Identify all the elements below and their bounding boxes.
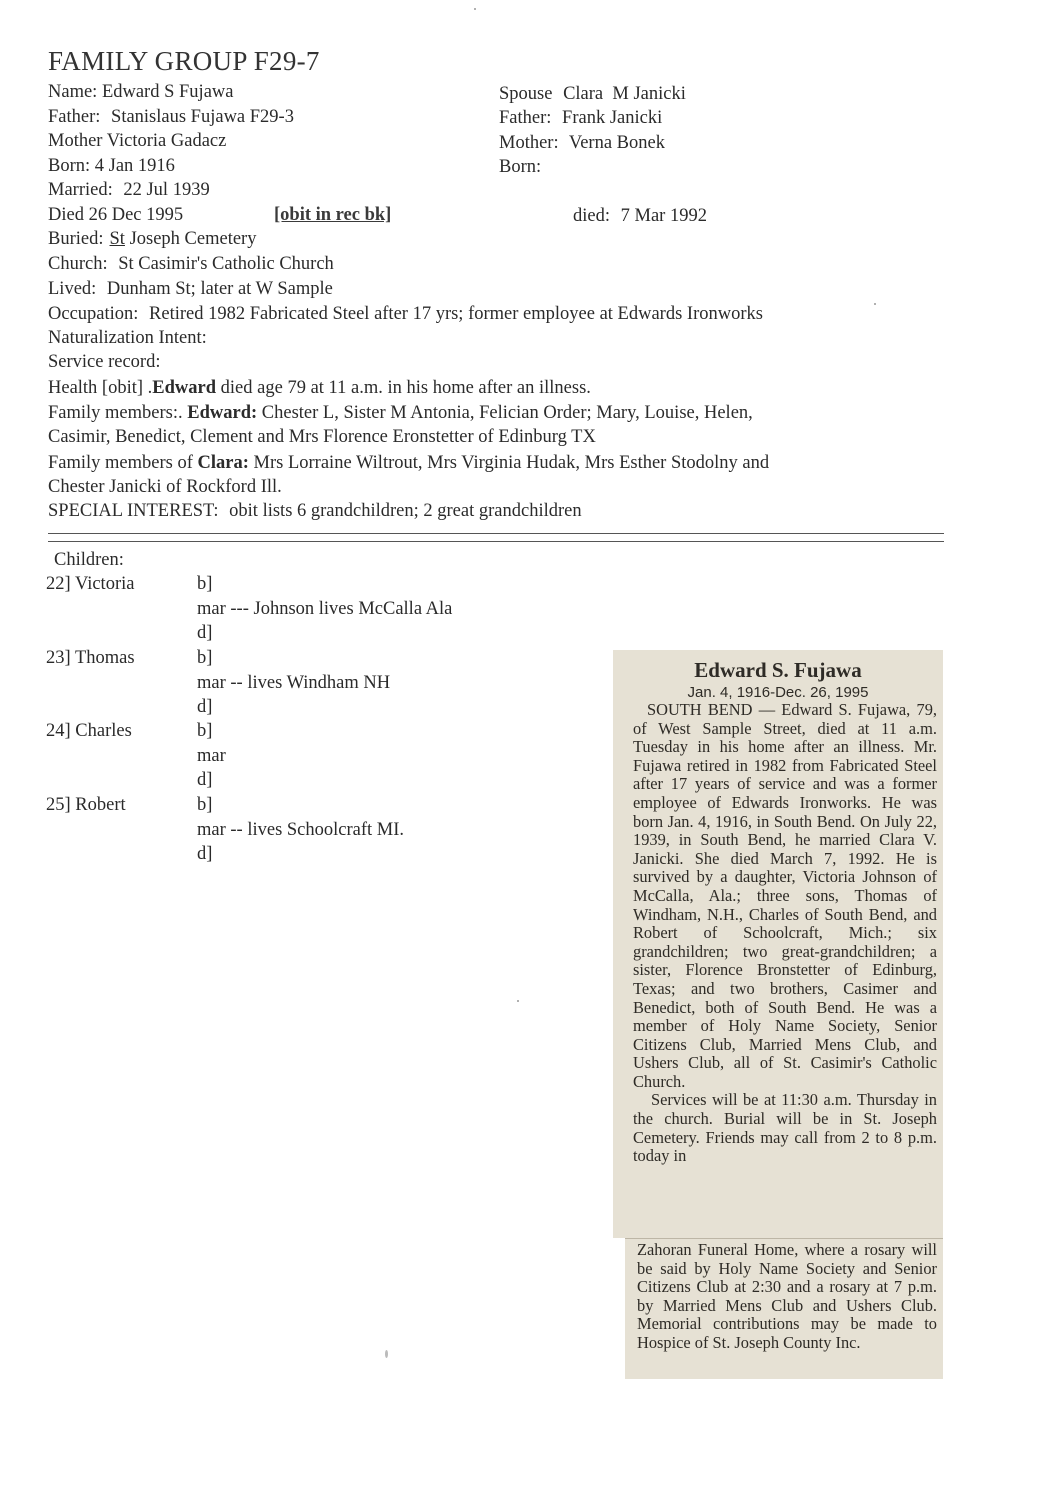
church-row [48,254,334,275]
spouse-father-label: Father: [499,108,552,128]
clara-family-label: Family members of [48,453,193,473]
born-row [48,156,175,177]
child-died: d] [197,770,213,790]
child-name: 22] Victoria [46,574,135,594]
child-died: d] [197,697,213,717]
occupation-row [48,304,763,325]
naturalization-row: Naturalization Intent: [48,328,207,348]
lived-row [48,279,333,300]
scan-speck [874,303,876,305]
spouse-died-value: 7 Mar 1992 [620,206,707,226]
special-interest-value: obit lists 6 grandchildren; 2 great grandchildren [229,501,582,521]
children-heading: Children: [54,550,124,570]
scan-speck [517,1000,519,1002]
health-value: died age 79 at 11 a.m. in his home after an illness. [220,378,591,398]
clara-family-row [48,453,769,474]
buried-value: Joseph Cemetery [129,229,257,249]
child-married: mar [197,746,226,766]
child-born: b] [197,795,213,815]
scan-speck [385,1350,388,1358]
family-row-2: Casimir, Benedict, Clement and Mrs Florence Eronstetter of Edinburg TX [48,427,596,447]
child-born: b] [197,648,213,668]
occupation-label: Occupation: [48,304,139,324]
married-label: Married: [48,180,113,200]
child-died: d] [197,844,213,864]
health-label: Health [obit] . [48,378,153,398]
spouse-born-label: Born: [499,157,542,177]
buried-row [48,229,256,250]
service-row: Service record: [48,352,161,372]
special-interest-row [48,501,582,522]
child-name: 23] Thomas [46,648,135,668]
father-label: Father: [48,107,101,127]
obituary-funeral-home: Zahoran Funeral Home, where a rosary will be said by Holy Name Society and Senior Citizens Club at 2:30 and a rosary at 7 p.m. by Married Mens Club and Ushers Club. Memorial contributions may be made to Hospice of St. Joseph County Inc. [637,1240,937,1352]
double-rule-divider [48,533,944,542]
obituary-clipping [613,650,943,1238]
page-title: FAMILY GROUP F29-7 [48,46,320,76]
mother-row [48,131,226,152]
married-value: 22 Jul 1939 [123,180,210,200]
church-label: Church: [48,254,108,274]
obit-reference-link[interactable]: [obit in rec bk] [274,205,392,225]
child-married: mar --- Johnson lives McCalla Ala [197,599,453,619]
name-value: Edward S Fujawa [101,82,234,102]
buried-label: Buried: [48,229,104,249]
married-row [48,180,210,201]
spouse-died-label: died: [573,206,610,226]
spouse-father-row [499,108,662,129]
occupation-value: Retired 1982 Fabricated Steel after 17 yrs; former employee at Edwards Ironworks [149,304,763,324]
obituary-clipping-continued [625,1238,943,1379]
mother-value: Victoria Gadacz [106,131,227,151]
family-row [48,403,753,424]
died-label: Died [48,205,84,225]
health-name: Edward [152,378,217,398]
spouse-mother-value: Verna Bonek [568,133,665,153]
child-married: mar -- lives Windham NH [197,673,391,693]
spouse-row [499,84,686,105]
child-married: mar -- lives Schoolcraft MI. [197,820,405,840]
obituary-headline: Edward S. Fujawa [694,658,862,682]
died-row [48,205,183,226]
buried-st: St [109,229,125,249]
child-name: 24] Charles [46,721,132,741]
name-label: Name: [48,82,98,102]
child-born: b] [197,721,213,741]
obituary-dates: Jan. 4, 1916-Dec. 26, 1995 [687,684,869,701]
name-row [48,82,233,103]
family-label: Family members:. [48,403,183,423]
born-value: 4 Jan 1916 [94,156,175,176]
family-name: Edward: [187,403,258,423]
child-name: 25] Robert [46,795,126,815]
father-value: Stanislaus Fujawa F29-3 [111,107,294,127]
spouse-died-row [573,206,707,227]
spouse-value: Clara M Janicki [563,84,686,104]
died-value: 26 Dec 1995 [88,205,184,225]
spouse-father-value: Frank Janicki [562,108,663,128]
child-died: d] [197,623,213,643]
obituary-body: SOUTH BEND — Edward S. Fujawa, 79, of West Sample Street, died at 11 a.m. Tuesday in his home after an illness. Mr. Fujawa retired in 1982 from Fabricated Steel after 17 years of service and was a former employee of Edwards Ironworks. He was born Jan. 4, 1916, in South Bend. On July 22, 1939, in South Bend, he married Clara V. Janicki. She died March 7, 1992. He is survived by a daughter, Victoria Johnson of McCalla, Ala.; three sons, Thomas of Windham, N.H., Charles of South Bend, and Robert of Schoolcraft, Mich.; six grandchildren; two great-grandchildren; a sister, Florence Bronstetter of Edinburg, Texas; and two brothers, Casimer and Benedict, both of South Bend. He was a member of Holy Name Society, Senior Citizens Club, Married Mens Club, and Ushers Club, all of St. Casimir's Catholic Church. [633,700,937,1091]
health-row [48,378,591,399]
born-label: Born: [48,156,91,176]
mother-label: Mother [48,131,103,151]
lived-value: Dunham St; later at W Sample [106,279,333,299]
scan-speck [474,8,476,10]
spouse-mother-row [499,133,665,154]
lived-label: Lived: [48,279,97,299]
special-interest-label: SPECIAL INTEREST: [48,501,219,521]
family-value: Chester L, Sister M Antonia, Felician Order; Mary, Louise, Helen, [261,403,753,423]
church-value: St Casimir's Catholic Church [118,254,334,274]
child-born: b] [197,574,213,594]
spouse-label: Spouse [499,84,553,104]
obituary-services: Services will be at 11:30 a.m. Thursday in the church. Burial will be in St. Joseph Cemetery. Friends may call from 2 to 8 p.m. today in [633,1090,937,1166]
clara-name: Clara: [197,453,249,473]
father-row [48,107,294,128]
clara-family-row-2: Chester Janicki of Rockford Ill. [48,477,282,497]
spouse-mother-label: Mother: [499,133,559,153]
clara-family-value: Mrs Lorraine Wiltrout, Mrs Virginia Hudak, Mrs Esther Stodolny and [253,453,770,473]
